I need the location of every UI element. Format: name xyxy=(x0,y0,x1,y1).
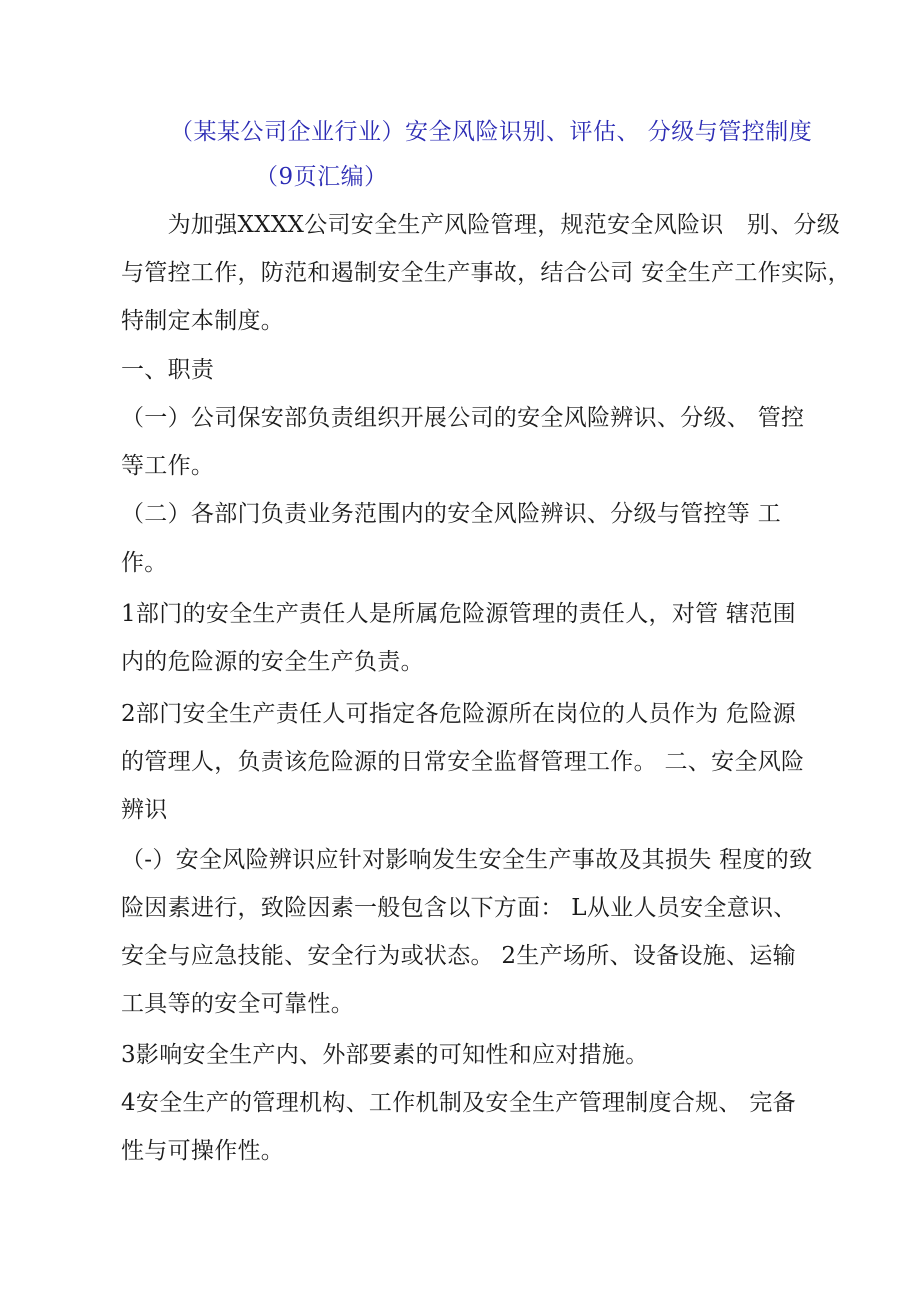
paragraph-line: 等工作。 xyxy=(121,453,215,479)
paragraph-line: 险因素进行，致险因素一般包含以下方面： L从业人员安全意识、 xyxy=(121,895,797,921)
paragraph-line: 为加强XXXX公司安全生产风险管理，规范安全风险识 别、分级 xyxy=(121,212,841,238)
paragraph-line: 性与可操作性。 xyxy=(121,1138,285,1164)
paragraph-line: （一）公司保安部负责组织开展公司的安全风险辨识、分级、 管控 xyxy=(121,405,805,431)
paragraph-line: 的管理人，负责该危险源的日常安全监督管理工作。 二、安全风险 xyxy=(121,749,805,775)
paragraph-line: 与管控工作，防范和遏制安全生产事故，结合公司 安全生产工作实际， xyxy=(121,260,851,286)
paragraph-line: （-）安全风险辨识应针对影响发生安全生产事故及其损失 程度的致 xyxy=(121,847,813,873)
paragraph-line: 1部门的安全生产责任人是所属危险源管理的责任人，对管 辖范围 xyxy=(121,601,796,627)
paragraph-line: 4安全生产的管理机构、工作机制及安全生产管理制度合规、 完备 xyxy=(121,1090,796,1116)
paragraph-line: 2部门安全生产责任人可指定各危险源所在岗位的人员作为 危险源 xyxy=(121,701,796,727)
paragraph-line: 3影响安全生产内、外部要素的可知性和应对措施。 xyxy=(121,1042,649,1068)
paragraph-line: 特制定本制度。 xyxy=(121,308,285,334)
document-subtitle: （9页汇编） xyxy=(255,164,388,190)
paragraph-line: 安全与应急技能、安全行为或状态。 2生产场所、设备设施、运输 xyxy=(121,943,796,969)
paragraph-line: 内的危险源的安全生产负责。 xyxy=(121,649,424,675)
document-title: （某某公司企业行业）安全风险识别、评估、 分级与管控制度 xyxy=(170,119,813,145)
paragraph-line: 工具等的安全可靠性。 xyxy=(121,991,354,1017)
paragraph-line: 作。 xyxy=(121,550,168,576)
paragraph-line: （二）各部门负责业务范围内的安全风险辨识、分级与管控等 工 xyxy=(121,501,782,527)
paragraph-line: 辨识 xyxy=(121,797,168,823)
section-heading: 一、职责 xyxy=(121,357,215,383)
